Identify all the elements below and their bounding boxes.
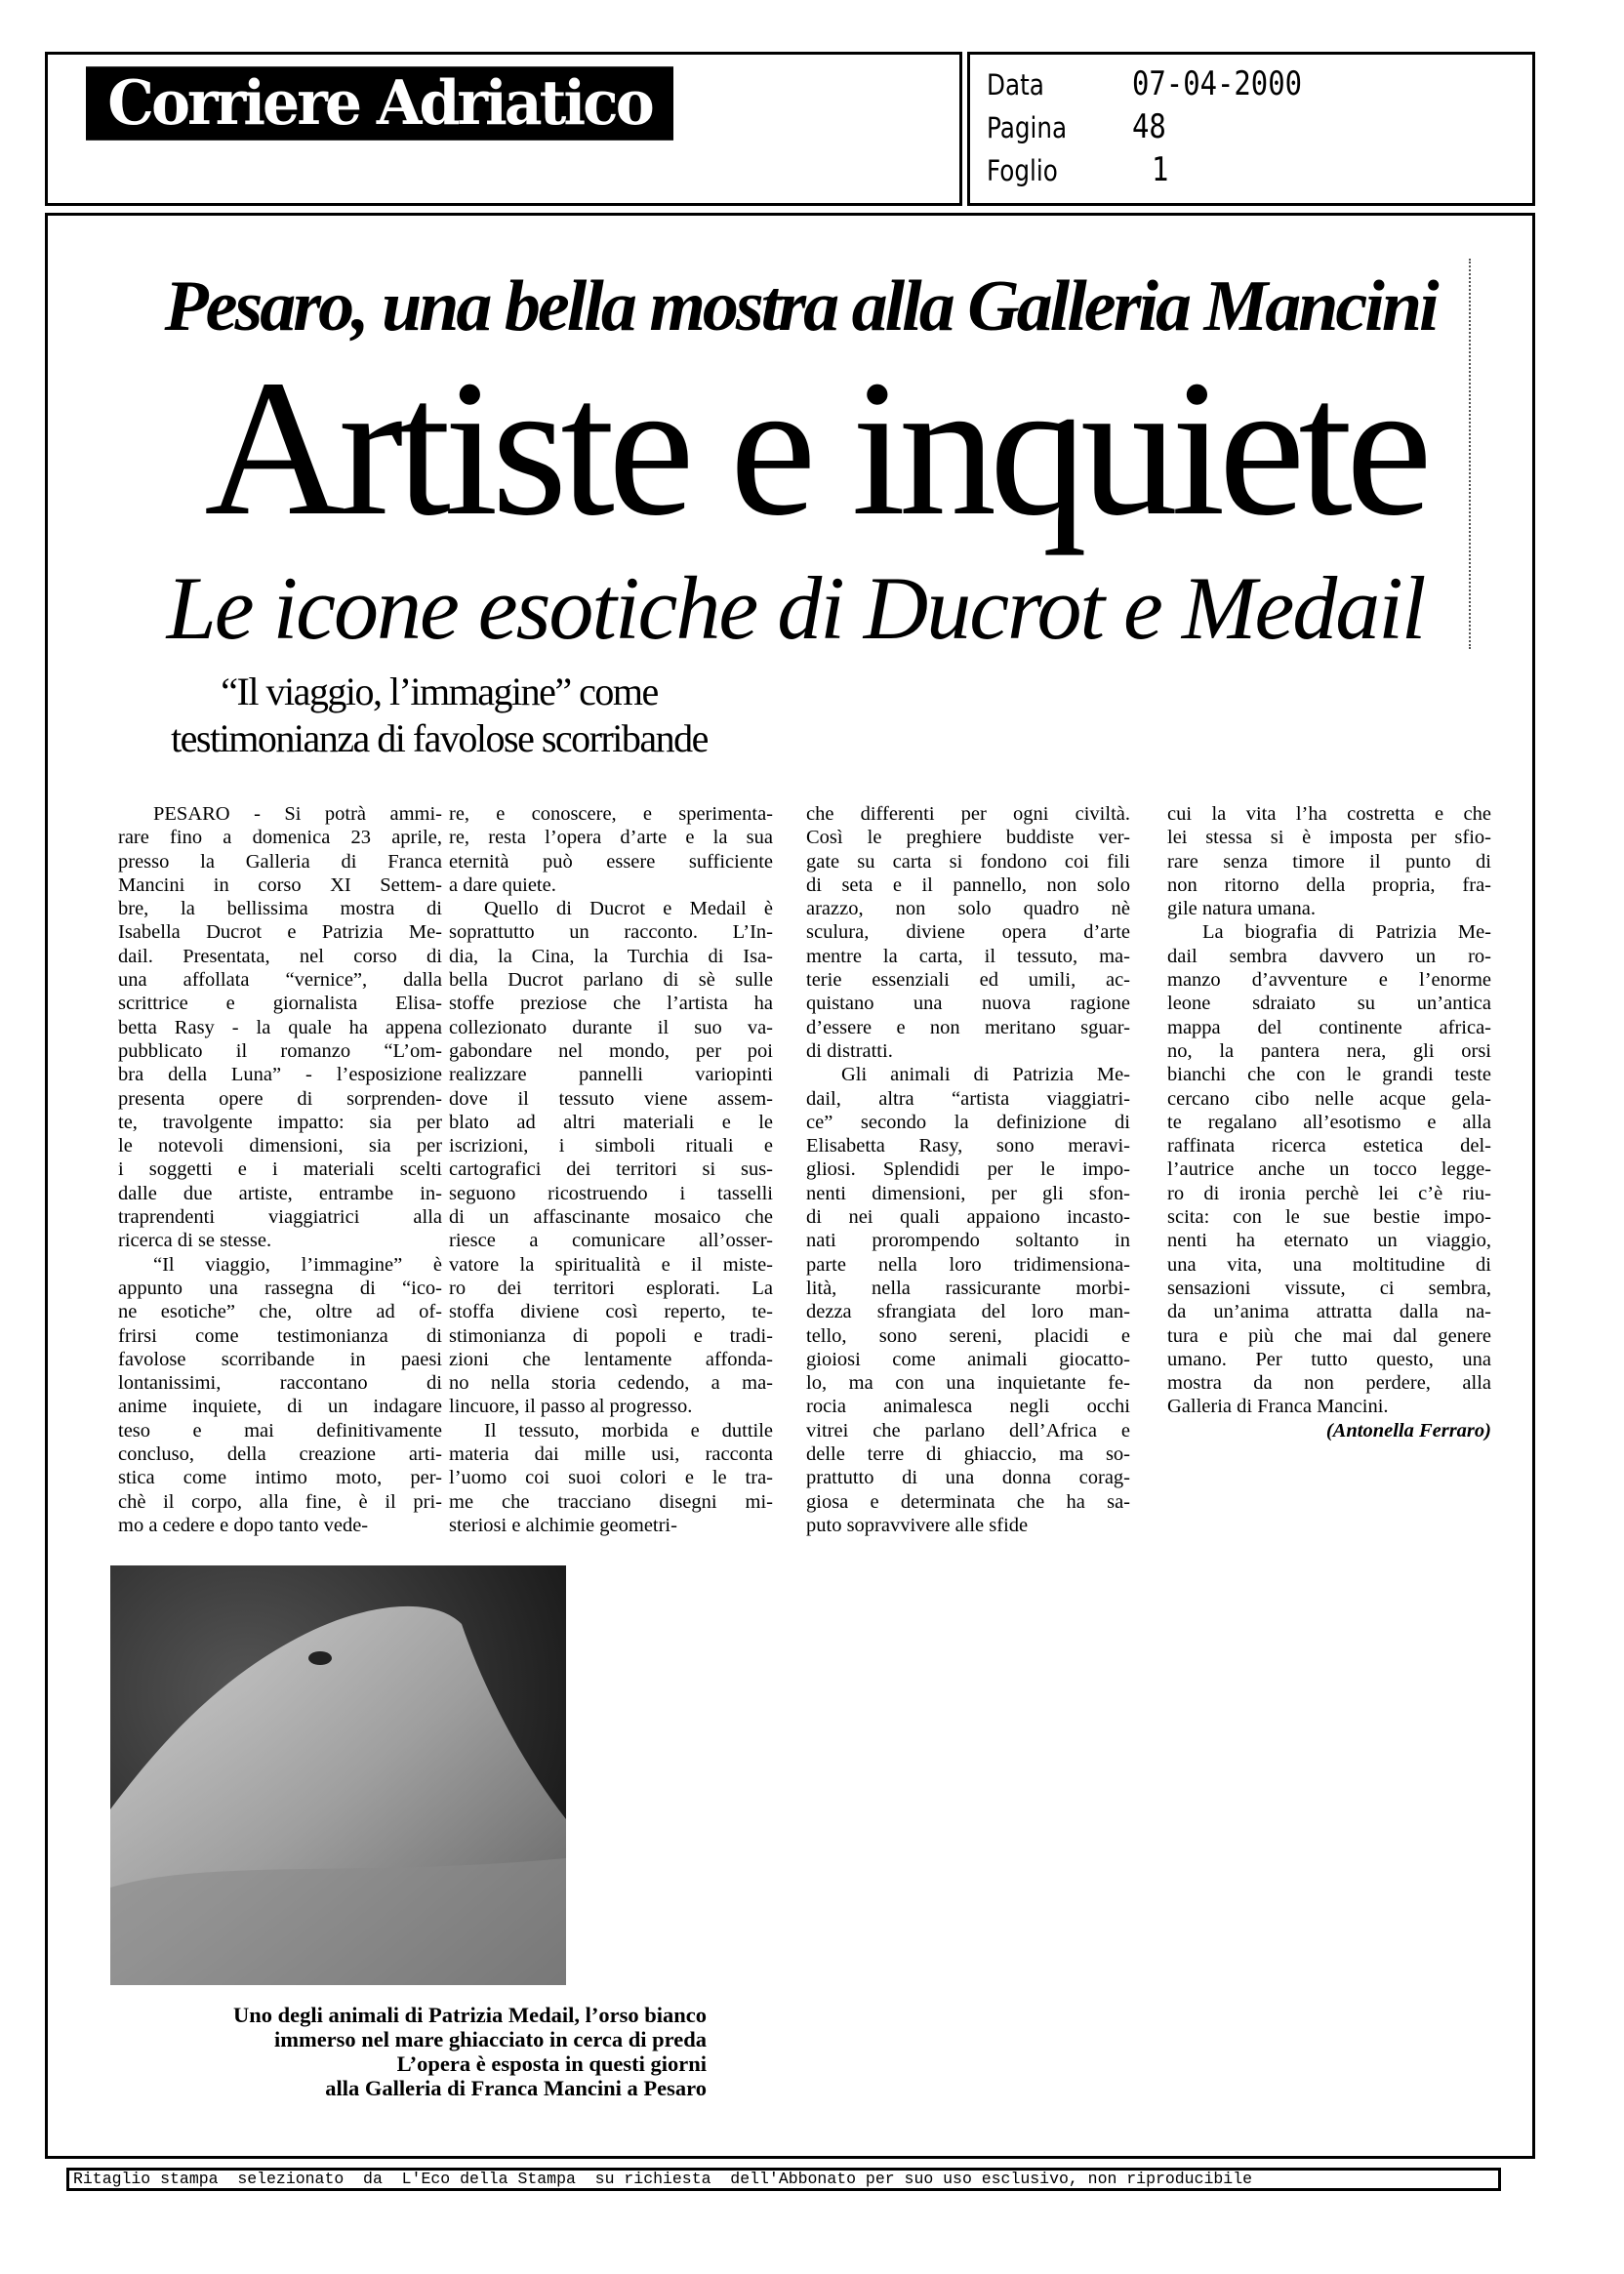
text-line: mappa del continente africa- (1167, 1016, 1491, 1038)
paragraph (806, 802, 1130, 1063)
text-line: PESARO - Si potrà ammi- (153, 803, 442, 825)
text-line: concluso, della creazione arti- (118, 1443, 442, 1466)
paragraph (449, 897, 773, 1419)
deck-line: testimonianza di favolose scorribande (171, 716, 708, 760)
text-line: bra della Luna” - l’esposizione (118, 1064, 442, 1086)
date-label: Data (987, 68, 1044, 102)
text-line: no nella storia cedendo, a ma- (449, 1372, 773, 1395)
text-line: anime inquiete, di un indagare (118, 1396, 442, 1418)
text-line: lo, ma con una inquietante fe- (806, 1372, 1130, 1395)
date-value: 07-04-2000 (1132, 64, 1302, 103)
text-line: i soggetti e i materiali scelti (118, 1158, 442, 1181)
caption-line: immerso nel mare ghiacciato in cerca di preda (273, 2027, 707, 2051)
text-line: steriosi e alchimie geometri- (449, 1514, 677, 1536)
text-line: mostra da non perdere, alla (1167, 1372, 1491, 1395)
text-line: Isabella Ducrot e Patrizia Me- (118, 921, 442, 944)
text-line: vitrei che parlano dell’Africa e (806, 1419, 1130, 1442)
text-line: prattutto di una donna corag- (806, 1467, 1130, 1489)
text-line: stoffe preziose che l’artista ha (449, 993, 773, 1015)
text-line: cercano cibo nelle acque gela- (1167, 1087, 1491, 1110)
author-byline: (Antonella Ferraro) (1325, 1419, 1491, 1442)
text-line: ne esotiche” che, oltre ad of- (118, 1301, 442, 1323)
text-line: mentre la carta, il tessuto, ma- (806, 945, 1130, 967)
text-line: La biografia di Patrizia Me- (1202, 921, 1491, 944)
text-line: betta Rasy - la quale ha appena (118, 1016, 442, 1038)
text-line: giosa e determinata che ha sa- (806, 1490, 1130, 1513)
article-kicker: Pesaro, una bella mostra alla Galleria Mancini (164, 266, 1437, 346)
text-line: materia dai mille usi, racconta (449, 1443, 773, 1466)
text-line: ro dei territori esplorati. La (449, 1277, 773, 1299)
text-line: quistano una nuova ragione (806, 993, 1130, 1015)
article-column-2 (449, 802, 773, 1537)
text-line: rocia animalesca negli occhi (806, 1396, 1130, 1418)
text-line: di seta e il pannello, non solo (806, 873, 1130, 896)
text-line: te regalano all’esotismo e alla (1167, 1111, 1491, 1133)
text-line: blato ad altri materiali e le (449, 1111, 773, 1133)
text-line: Il tessuto, morbida e duttile (484, 1419, 773, 1442)
text-line: iscrizioni, i simboli rituali e (449, 1135, 773, 1157)
text-line: sensazioni vissute, ci sembra, (1167, 1277, 1491, 1299)
article-deck (107, 669, 771, 762)
text-line: pubblicato il romanzo “L’om- (118, 1039, 442, 1062)
text-line: soprattutto un racconto. L’In- (449, 921, 773, 944)
text-line: Galleria di Franca Mancini. (1167, 1396, 1389, 1418)
text-line: dalle due artiste, entrambe in- (118, 1182, 442, 1204)
text-line: Elisabetta Rasy, sono meravi- (806, 1135, 1130, 1157)
article-column-1 (118, 802, 442, 1537)
text-line: dail, altra “artista viaggiatri- (806, 1087, 1130, 1110)
clipping-disclaimer: Ritaglio stampa selezionato da L'Eco della Stampa su richiesta dell'Abbonato per suo uso esclusivo, non riproducibile (66, 2168, 1501, 2191)
text-line: seguono ricostruendo i tasselli (449, 1182, 773, 1204)
text-line: leone sdraiato su un’antica (1167, 993, 1491, 1015)
text-line: traprendenti viaggiatrici alla (118, 1206, 442, 1229)
article-column-3 (806, 802, 1130, 1537)
photo-caption (109, 2003, 707, 2100)
paragraph (1167, 920, 1491, 1418)
text-line: Mancini in corso XI Settem- (118, 873, 442, 896)
sheet-value: 1 (1152, 150, 1169, 189)
text-line: scrittrice e giornalista Elisa- (118, 993, 442, 1015)
text-line: ro di ironia perchè lei c’è riu- (1167, 1182, 1491, 1204)
caption-line: Uno degli animali di Patrizia Medail, l’orso bianco (233, 2003, 707, 2027)
text-line: nenti ha eternato un viaggio, (1167, 1230, 1491, 1252)
text-line: gliosi. Splendidi per le impo- (806, 1158, 1130, 1181)
text-line: stimonianza di popoli e tradi- (449, 1324, 773, 1347)
text-line: dezza sfrangiata del loro man- (806, 1301, 1130, 1323)
text-line: no, la pantera nera, gli orsi (1167, 1039, 1491, 1062)
article-column-4 (1167, 802, 1491, 1442)
text-line: puto sopravvivere alle sfide (806, 1514, 1029, 1536)
text-line: non ritorno della propria, fra- (1167, 873, 1491, 896)
paragraph (449, 802, 773, 897)
text-line: teso e mai definitivamente (118, 1419, 442, 1442)
deck-line: “Il viaggio, l’immagine” come (221, 670, 658, 713)
article-title: Artiste e inquiete (204, 341, 1426, 556)
paragraph (118, 1253, 442, 1538)
text-line: zioni che lentamente affonda- (449, 1348, 773, 1370)
text-line: da un’anima attratta dalla na- (1167, 1301, 1491, 1323)
text-line: parte nella loro tridimensiona- (806, 1253, 1130, 1276)
text-line: le notevoli dimensioni, sia per (118, 1135, 442, 1157)
text-line: a dare quiete. (449, 873, 556, 896)
text-line: re, resta l’opera d’arte e la sua (449, 827, 773, 849)
text-line: Gli animali di Patrizia Me- (841, 1064, 1130, 1086)
text-line: me che tracciano disegni mi- (449, 1490, 773, 1513)
text-line: lità, nella rassicurante morbi- (806, 1277, 1130, 1299)
text-line: rare senza timore il punto di (1167, 850, 1491, 873)
text-line: Quello di Ducrot e Medail è (484, 898, 773, 920)
text-line: scita: con le sue bestie impo- (1167, 1206, 1491, 1229)
text-line: eternità può essere sufficiente (449, 850, 773, 873)
text-line: stoffa diviene così reperto, te- (449, 1301, 773, 1323)
text-line: raffinata ricerca estetica del- (1167, 1135, 1491, 1157)
caption-line: L’opera è esposta in questi giorni (396, 2051, 707, 2076)
text-line: appunto una rassegna di “ico- (118, 1277, 442, 1299)
paragraph (1167, 802, 1491, 920)
text-line: gile natura umana. (1167, 898, 1316, 920)
text-line: riesce a comunicare all’osser- (449, 1230, 773, 1252)
text-line: dail. Presentata, nel corso di (118, 945, 442, 967)
text-line: favolose scorribande in paesi (118, 1348, 442, 1370)
text-line: una affollata “vernice”, dalla (118, 969, 442, 992)
paragraph (449, 1419, 773, 1537)
text-line: cartografici dei territori si sus- (449, 1158, 773, 1181)
text-line: umano. Per tutto questo, una (1167, 1348, 1491, 1370)
text-line: stica come intimo moto, per- (118, 1467, 442, 1489)
text-line: ricerca di se stesse. (118, 1230, 272, 1252)
text-line: l’uomo coi suoi colori e le tra- (449, 1467, 773, 1489)
caption-line: alla Galleria di Franca Mancini a Pesaro (325, 2076, 707, 2100)
text-line: nenti dimensioni, per gli sfon- (806, 1182, 1130, 1204)
text-line: lei stessa si è imposta per sfio- (1167, 827, 1491, 849)
text-line: di un affascinante mosaico che (449, 1206, 773, 1229)
text-line: dail sembra davvero un ro- (1167, 945, 1491, 967)
text-line: te, travolgente impatto: sia per (118, 1111, 442, 1133)
article-subtitle: Le icone esotiche di Ducrot e Medail (166, 558, 1425, 658)
text-line: bella Ducrot parlano di sè sulle (449, 969, 773, 992)
newspaper-logo: Corriere Adriatico (86, 66, 673, 141)
text-line: dove il tessuto viene assem- (449, 1087, 773, 1110)
text-line: lincuore, il passo al progresso. (449, 1396, 693, 1418)
text-line: presso la Galleria di Franca (118, 850, 442, 873)
text-line: nati prorompendo soltanto in (806, 1230, 1130, 1252)
text-line: d’essere e non meritano sguar- (806, 1016, 1130, 1038)
text-line: chè il corpo, alla fine, è il pri- (118, 1490, 442, 1513)
text-line: dia, la Cina, la Turchia di Isa- (449, 945, 773, 967)
text-line: tura e più che mai dal genere (1167, 1324, 1491, 1347)
text-line: arazzo, non solo quadro nè (806, 898, 1130, 920)
text-line: sculura, diviene opera d’arte (806, 921, 1130, 944)
sheet-label: Foglio (987, 154, 1058, 187)
text-line: di distratti. (806, 1039, 893, 1062)
text-line: tello, sono sereni, placidi e (806, 1324, 1130, 1347)
text-line: cui la vita l’ha costretta e che (1167, 803, 1491, 825)
text-line: che differenti per ogni civiltà. (806, 803, 1130, 825)
text-line: una vita, una moltitudine di (1167, 1253, 1491, 1276)
text-line: gabondare nel mondo, per poi (449, 1039, 773, 1062)
text-line: realizzare pannelli variopinti (449, 1064, 773, 1086)
page-value: 48 (1132, 107, 1166, 146)
text-line: di nei quali appaiono incasto- (806, 1206, 1130, 1229)
text-line: delle terre di ghiaccio, ma so- (806, 1443, 1130, 1466)
text-line: manzo d’avventure e l’enorme (1167, 969, 1491, 992)
text-line: gate su carta si fondono coi fili (806, 850, 1130, 873)
text-line: gioiosi come animali giocatto- (806, 1348, 1130, 1370)
text-line: lontanissimi, raccontano di (118, 1372, 442, 1395)
text-line: frirsi come testimonianza di (118, 1324, 442, 1347)
text-line: collezionato durante il suo va- (449, 1016, 773, 1038)
page-label: Pagina (987, 111, 1068, 144)
text-line: re, e conoscere, e sperimenta- (449, 803, 773, 825)
text-line: vatore la spiritualità e il miste- (449, 1253, 773, 1276)
text-line: ce” secondo la definizione di (806, 1111, 1130, 1133)
paragraph (118, 802, 442, 1253)
polar-bear-artwork-photo (110, 1565, 566, 1985)
text-line: presenta opere di sorprenden- (118, 1087, 442, 1110)
text-line: Così le preghiere buddiste ver- (806, 827, 1130, 849)
text-line: mo a cedere e dopo tanto vede- (118, 1514, 369, 1536)
text-line: bre, la bellissima mostra di (118, 898, 442, 920)
text-line: “Il viaggio, l’immagine” è (153, 1253, 442, 1276)
text-line: bianchi che con le grandi teste (1167, 1064, 1491, 1086)
text-line: terie essenziali ed umili, ac- (806, 969, 1130, 992)
text-line: rare fino a domenica 23 aprile, (118, 827, 442, 849)
text-line: l’autrice anche un tocco legge- (1167, 1158, 1491, 1181)
paragraph (806, 1063, 1130, 1537)
